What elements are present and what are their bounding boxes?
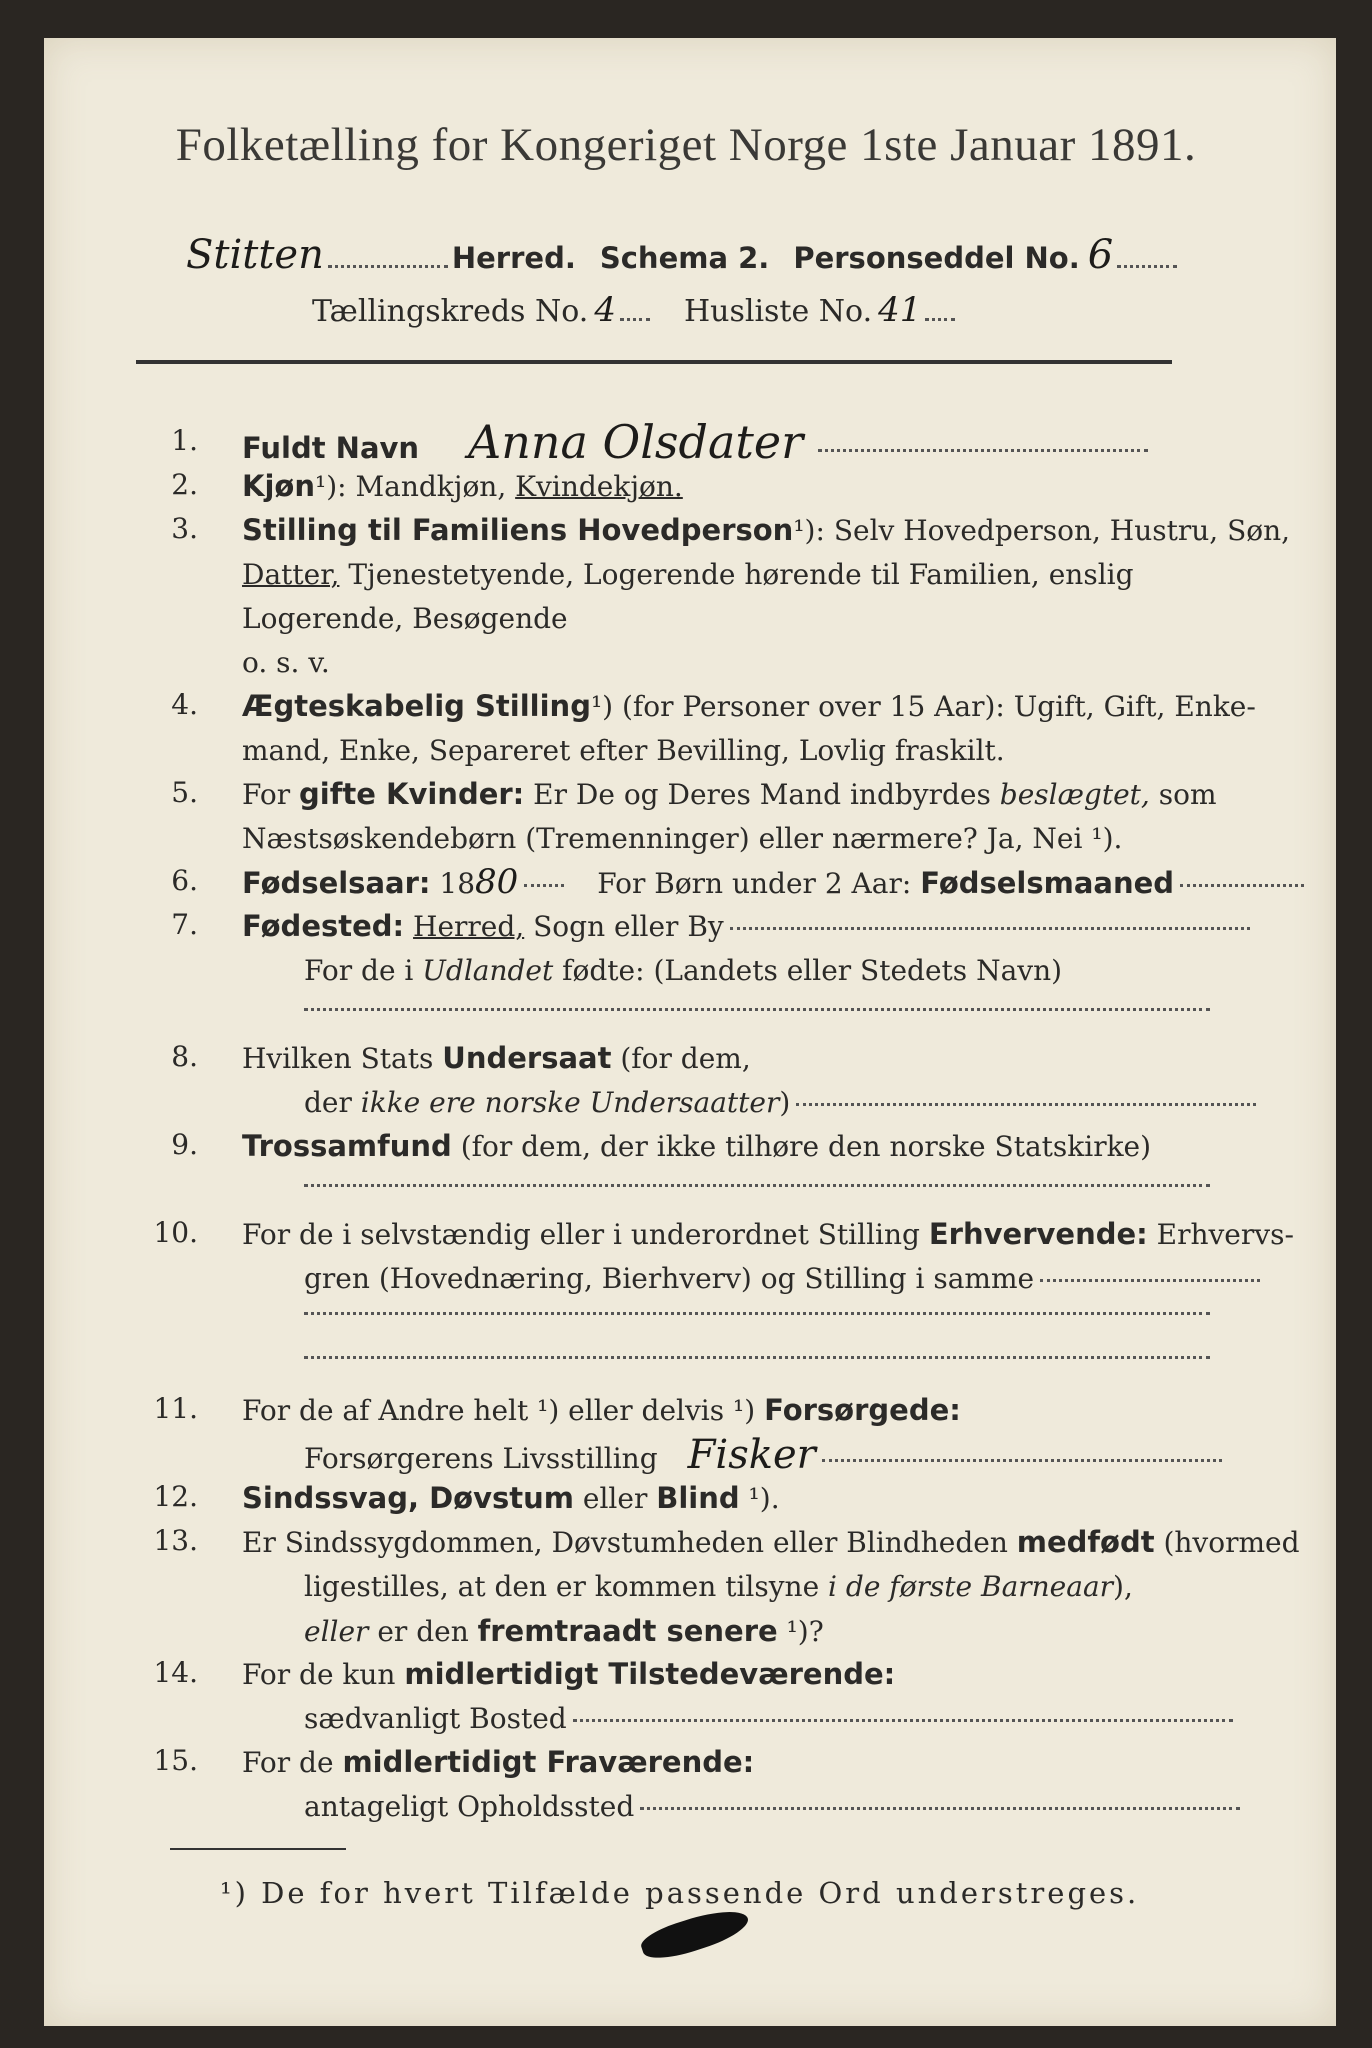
item-number: 11. (153, 1392, 198, 1425)
item-temporary-absent: For de midlertidigt Fraværende: antageligt Opholdssted (242, 1740, 1240, 1829)
item-number: 14. (153, 1656, 198, 1689)
provider-occupation-value: Fisker (687, 1432, 816, 1478)
full-name-value: Anna Olsdater (467, 415, 804, 469)
husliste-value: 41 (878, 290, 922, 330)
item-birthplace: Fødested: Herred, Sogn eller By For de i Udlandet fødte: (Landets eller Stedets Navn) (242, 904, 1250, 993)
item-number: 15. (153, 1744, 198, 1777)
item-citizenship: Hvilken Stats Undersaat (for dem, der ikke ere norske Undersaatter) (242, 1036, 1256, 1125)
family-position-label: Stilling til Familiens Hovedperson (242, 513, 794, 547)
item-number: 6. (171, 864, 198, 897)
item-number: 1. (171, 424, 198, 457)
schema-label: Schema 2. (599, 241, 770, 275)
religion-label: Trossamfund (242, 1129, 452, 1163)
birth-year-value: 80 (475, 862, 519, 902)
item-number: 7. (171, 908, 198, 941)
kreds-label: Tællingskreds No. (312, 294, 589, 329)
occupation-label: Erhvervende: (928, 1217, 1148, 1251)
birthplace-selected: Herred, (413, 910, 525, 943)
item-number: 13. (153, 1524, 198, 1557)
item-dependents: For de af Andre helt ¹) eller delvis ¹) Forsørgede: Forsørgerens Livsstilling Fisker (242, 1388, 1222, 1481)
sex-label: Kjøn (242, 469, 315, 503)
herred-label: Herred. (451, 241, 576, 275)
herred-value: Stitten (186, 232, 324, 278)
item-temporary-present: For de kun midlertidigt Tilstedeværende: sædvanligt Bosted (242, 1652, 1233, 1741)
kreds-line (312, 290, 959, 330)
item-religion: Trossamfund (for dem, der ikke tilhøre den norske Statskirke) (242, 1129, 1152, 1163)
married-women-label: gifte Kvinder: (299, 777, 525, 811)
personseddel-label: Personseddel No. (793, 241, 1080, 275)
item-number: 9. (171, 1128, 198, 1161)
item-family-position: Stilling til Familiens Hovedperson¹): Selv Hovedperson, Hustru, Søn, Datter, Tjenestetyende, Logerende hørende til Familien, enslig Logerende, Besøgende o. s. v. (242, 513, 1291, 679)
form-title: Folketælling for Kongeriget Norge 1ste Januar 1891. (175, 119, 1197, 171)
citizenship-label: Undersaat (442, 1041, 612, 1075)
kreds-value: 4 (594, 290, 616, 330)
dependents-label: Forsørgede: (764, 1393, 961, 1427)
item-number: 4. (171, 688, 198, 721)
item-number: 12. (153, 1480, 198, 1513)
herred-line (186, 232, 1181, 278)
item-disability: Sindssvag, Døvstum eller Blind ¹). (242, 1481, 780, 1515)
marital-status-label: Ægteskabelig Stilling (242, 689, 591, 723)
item-number: 10. (153, 1216, 198, 1249)
birth-year-label: Fødselsaar: (242, 866, 431, 900)
family-position-selected: Datter, (242, 558, 340, 591)
birthplace-label: Fødested: (242, 909, 405, 943)
birth-month-label: Fødselsmaaned (920, 866, 1175, 900)
full-name-label: Fuldt Navn (242, 431, 420, 465)
disability-label: Sindssvag, Døvstum (242, 1481, 574, 1515)
husliste-label: Husliste No. (683, 294, 873, 329)
item-number: 8. (171, 1040, 198, 1073)
item-number: 5. (171, 776, 198, 809)
item-number: 2. (171, 468, 198, 501)
footnote-rule (170, 1848, 346, 1850)
item-occupation: For de i selvstændig eller i underordnet Stilling Erhvervende: Erhvervs- gren (Hovednæring, Bierhverv) og Stilling i samme (242, 1217, 1294, 1295)
personseddel-value: 6 (1087, 232, 1114, 278)
item-number: 3. (171, 512, 198, 545)
item-disability-onset: Er Sindssygdommen, Døvstumheden eller Blindheden medfødt (hvormed ligestilles, at den er kommen tilsyne i de første Barneaar), eller er den fremtraadt senere ¹)? (242, 1525, 1300, 1648)
sex-selected: Kvindekjøn. (515, 470, 683, 503)
item-sex: Kjøn¹): Mandkjøn, Kvindekjøn. (242, 469, 683, 503)
header-rule (136, 360, 1172, 364)
footnote: ¹) De for hvert Tilfælde passende Ord understreges. (220, 1876, 1140, 1910)
item-married-women: For gifte Kvinder: Er De og Deres Mand indbyrdes beslægtet, som Næstsøskendebørn (Tremenninger) eller nærmere? Ja, Nei ¹). (242, 777, 1217, 855)
item-birth-year: Fødselsaar: 1880 For Børn under 2 Aar: Fødselsmaaned (242, 860, 1304, 906)
item-marital-status: Ægteskabelig Stilling¹) (for Personer over 15 Aar): Ugift, Gift, Enke- mand, Enke, Separeret efter Bevilling, Lovlig fraskilt. (242, 689, 1256, 767)
